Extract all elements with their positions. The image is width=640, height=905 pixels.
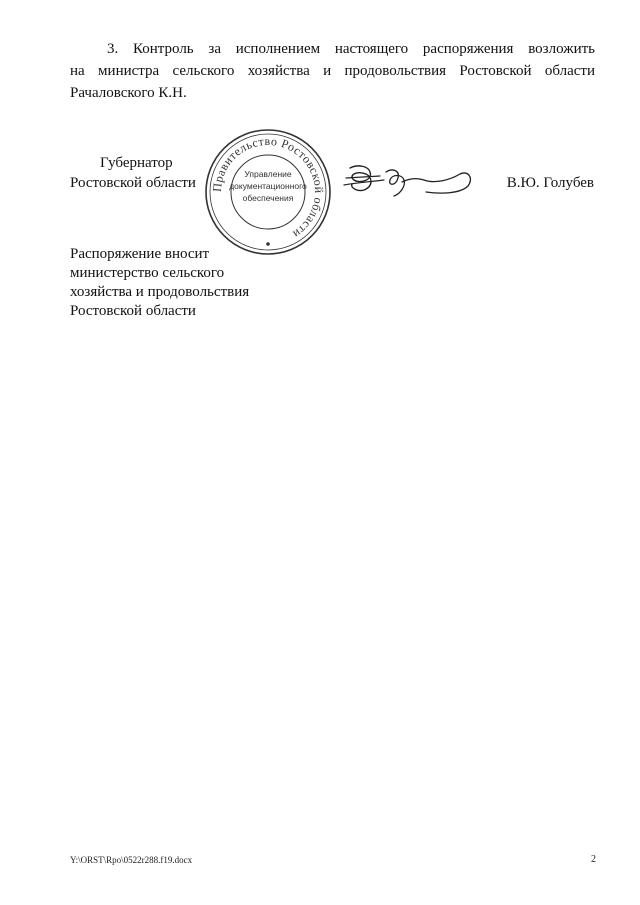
submitter-line-1: Распоряжение вносит [70,246,210,262]
stamp-center-line-1: Управление [244,169,292,179]
signature-stroke-1 [350,166,371,191]
page-number: 2 [591,854,596,865]
signature-stroke-3 [386,170,404,196]
footer-file-path: Y:\ORST\Rpo\0522r288.f19.docx [70,855,193,865]
signer-title-line-2: Ростовской области [70,175,196,191]
submitter-line-3: хозяйства и продовольствия [70,284,250,300]
paragraph-line-2: на министра сельского хозяйства и продовольствия Ростовской области [70,63,595,79]
control-paragraph [70,38,595,104]
submitter-line-4: Ростовской области [70,303,196,319]
stamp-dot [266,242,270,246]
signer-title [70,153,196,193]
stamp-center-line-3: обеспечения [242,193,294,203]
signer-title-line-1: Губернатор [100,155,173,171]
official-stamp [203,127,333,257]
stamp-center-line-2: документационного [229,181,307,191]
submitter-block [70,245,249,321]
stamp-ring-textpath: Правительство Ростовской области [209,133,327,242]
handwritten-signature [340,158,480,202]
signer-name: В.Ю. Голубев [506,175,594,191]
paragraph-line-3: Рачаловского К.Н. [70,85,187,101]
signature-stroke-4 [402,173,470,193]
paragraph-line-1: 3. Контроль за исполнением настоящего распоряжения возложить [107,41,595,57]
submitter-line-2: министерство сельского [70,265,225,281]
stamp-outer-ring [206,130,330,254]
stamp-inner-ring [231,155,305,229]
